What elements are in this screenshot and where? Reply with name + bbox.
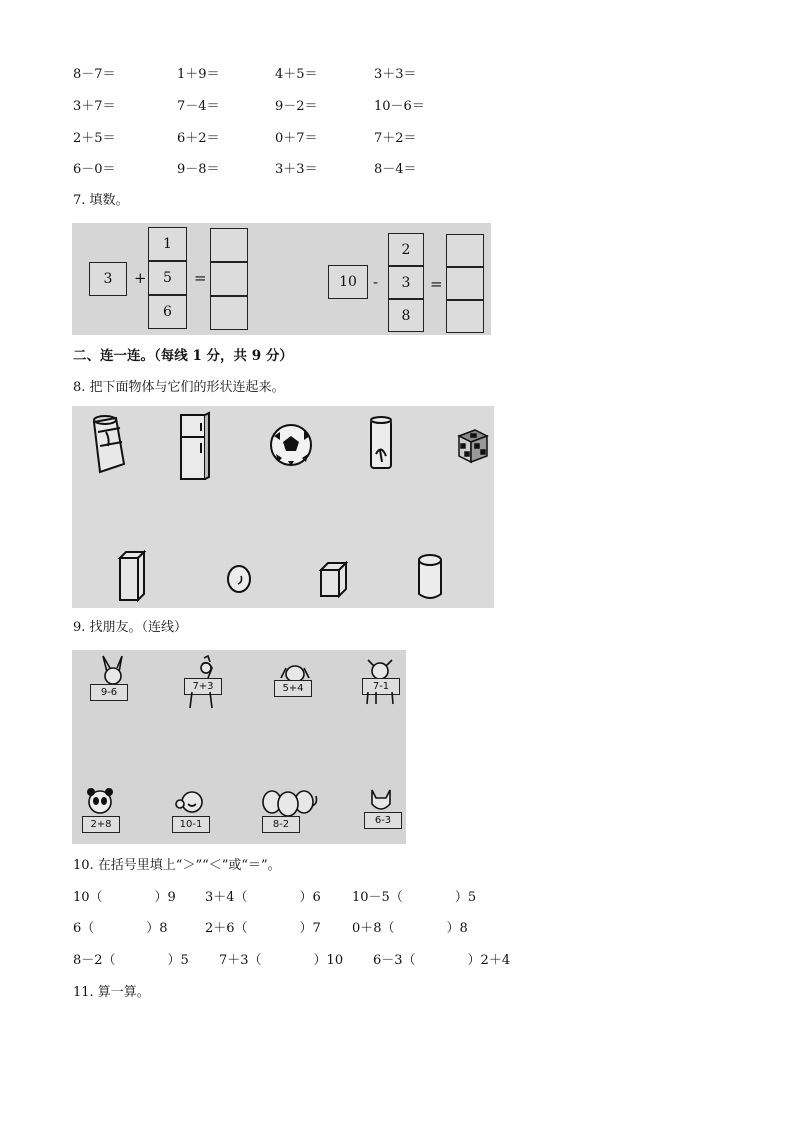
elephant-icon bbox=[260, 786, 320, 820]
cylinder-icon bbox=[416, 552, 444, 602]
arith-item: 7＋2＝ bbox=[374, 131, 417, 146]
fridge-icon bbox=[177, 411, 211, 483]
q7-answer-box[interactable] bbox=[446, 234, 484, 267]
q9-label: 9. 找朋友。（连线） bbox=[73, 620, 188, 635]
arith-item: 4＋5＝ bbox=[275, 67, 318, 82]
q7-answer-box[interactable] bbox=[446, 300, 484, 333]
arith-item: 2＋5＝ bbox=[73, 131, 116, 146]
arith-item: 7－4＝ bbox=[177, 99, 220, 114]
animal-card: 2+8 bbox=[82, 816, 120, 833]
q7-subtrahend-box: 8 bbox=[388, 299, 424, 332]
animal-legs-icon bbox=[362, 692, 398, 706]
q7-addend-box: 6 bbox=[148, 295, 187, 329]
q7-addend-box: 1 bbox=[148, 227, 187, 261]
animal-legs-icon bbox=[184, 692, 218, 710]
arith-item: 9－2＝ bbox=[275, 99, 318, 114]
panda-icon bbox=[86, 786, 114, 816]
q7-left-start-box: 3 bbox=[89, 262, 127, 296]
arith-item: 3＋3＝ bbox=[374, 67, 417, 82]
q7-equals-sign: = bbox=[430, 275, 443, 293]
animal-card: 7+3 bbox=[184, 678, 222, 695]
arith-item: 0＋7＝ bbox=[275, 131, 318, 146]
q10-label: 10. 在括号里填上“＞”“＜”或“＝”。 bbox=[73, 858, 281, 873]
q7-plus-sign: + bbox=[134, 269, 147, 287]
q7-subtrahend-box: 2 bbox=[388, 233, 424, 266]
monkey-icon bbox=[172, 788, 208, 818]
arith-item: 3＋7＝ bbox=[73, 99, 116, 114]
soda-can-icon bbox=[366, 414, 396, 474]
q7-answer-box[interactable] bbox=[210, 262, 248, 296]
animal-card: 10-1 bbox=[172, 816, 210, 833]
animal-card: 9-6 bbox=[90, 684, 128, 701]
arith-item: 10－6＝ bbox=[374, 99, 425, 114]
cube-icon bbox=[318, 560, 350, 600]
q8-label: 8. 把下面物体与它们的形状连起来。 bbox=[73, 380, 285, 395]
q11-label: 11. 算一算。 bbox=[73, 985, 150, 1000]
cuboid-icon bbox=[116, 548, 148, 604]
arith-item: 8－4＝ bbox=[374, 162, 417, 177]
animal-card: 8-2 bbox=[262, 816, 300, 833]
can-icon bbox=[80, 412, 130, 478]
sphere-icon bbox=[225, 562, 253, 596]
q7-label: 7. 填数。 bbox=[73, 193, 129, 208]
arith-item: 1＋9＝ bbox=[177, 67, 220, 82]
animal-card: 7-1 bbox=[362, 678, 400, 695]
compare-item[interactable]: 6（ ）8 bbox=[73, 921, 168, 936]
q9-photo bbox=[72, 650, 406, 844]
q7-answer-box[interactable] bbox=[210, 296, 248, 330]
section-heading: 二、连一连。（每线 1 分，共 9 分） bbox=[73, 348, 293, 364]
animal-card: 6-3 bbox=[364, 812, 402, 829]
q7-minus-sign: - bbox=[373, 273, 379, 291]
arith-item: 6＋2＝ bbox=[177, 131, 220, 146]
q7-answer-box[interactable] bbox=[210, 228, 248, 262]
q7-subtrahend-box: 3 bbox=[388, 266, 424, 299]
q7-answer-box[interactable] bbox=[446, 267, 484, 300]
compare-item[interactable]: 10－5（ ）5 bbox=[352, 890, 477, 905]
q7-right-start-box: 10 bbox=[328, 265, 368, 299]
animal-card: 5+4 bbox=[274, 680, 312, 697]
arith-item: 8－7＝ bbox=[73, 67, 116, 82]
football-icon bbox=[268, 420, 314, 470]
arith-item: 6－0＝ bbox=[73, 162, 116, 177]
rabbit-icon bbox=[98, 654, 128, 686]
q8-photo bbox=[72, 406, 494, 608]
compare-item[interactable]: 0＋8（ ）8 bbox=[352, 921, 468, 936]
compare-item[interactable]: 10（ ）9 bbox=[73, 890, 176, 905]
rubik-cube-icon bbox=[455, 426, 491, 466]
q7-equals-sign: = bbox=[194, 269, 207, 287]
arith-item: 3＋3＝ bbox=[275, 162, 318, 177]
compare-item[interactable]: 2＋6（ ）7 bbox=[205, 921, 321, 936]
compare-item[interactable]: 7＋3（ ）10 bbox=[219, 953, 344, 968]
compare-item[interactable]: 6－3（ ）2＋4 bbox=[373, 953, 511, 968]
q7-photo bbox=[72, 223, 491, 335]
q7-addend-box: 5 bbox=[148, 261, 187, 295]
compare-item[interactable]: 8－2（ ）5 bbox=[73, 953, 189, 968]
compare-item[interactable]: 3＋4（ ）6 bbox=[205, 890, 321, 905]
arith-item: 9－8＝ bbox=[177, 162, 220, 177]
